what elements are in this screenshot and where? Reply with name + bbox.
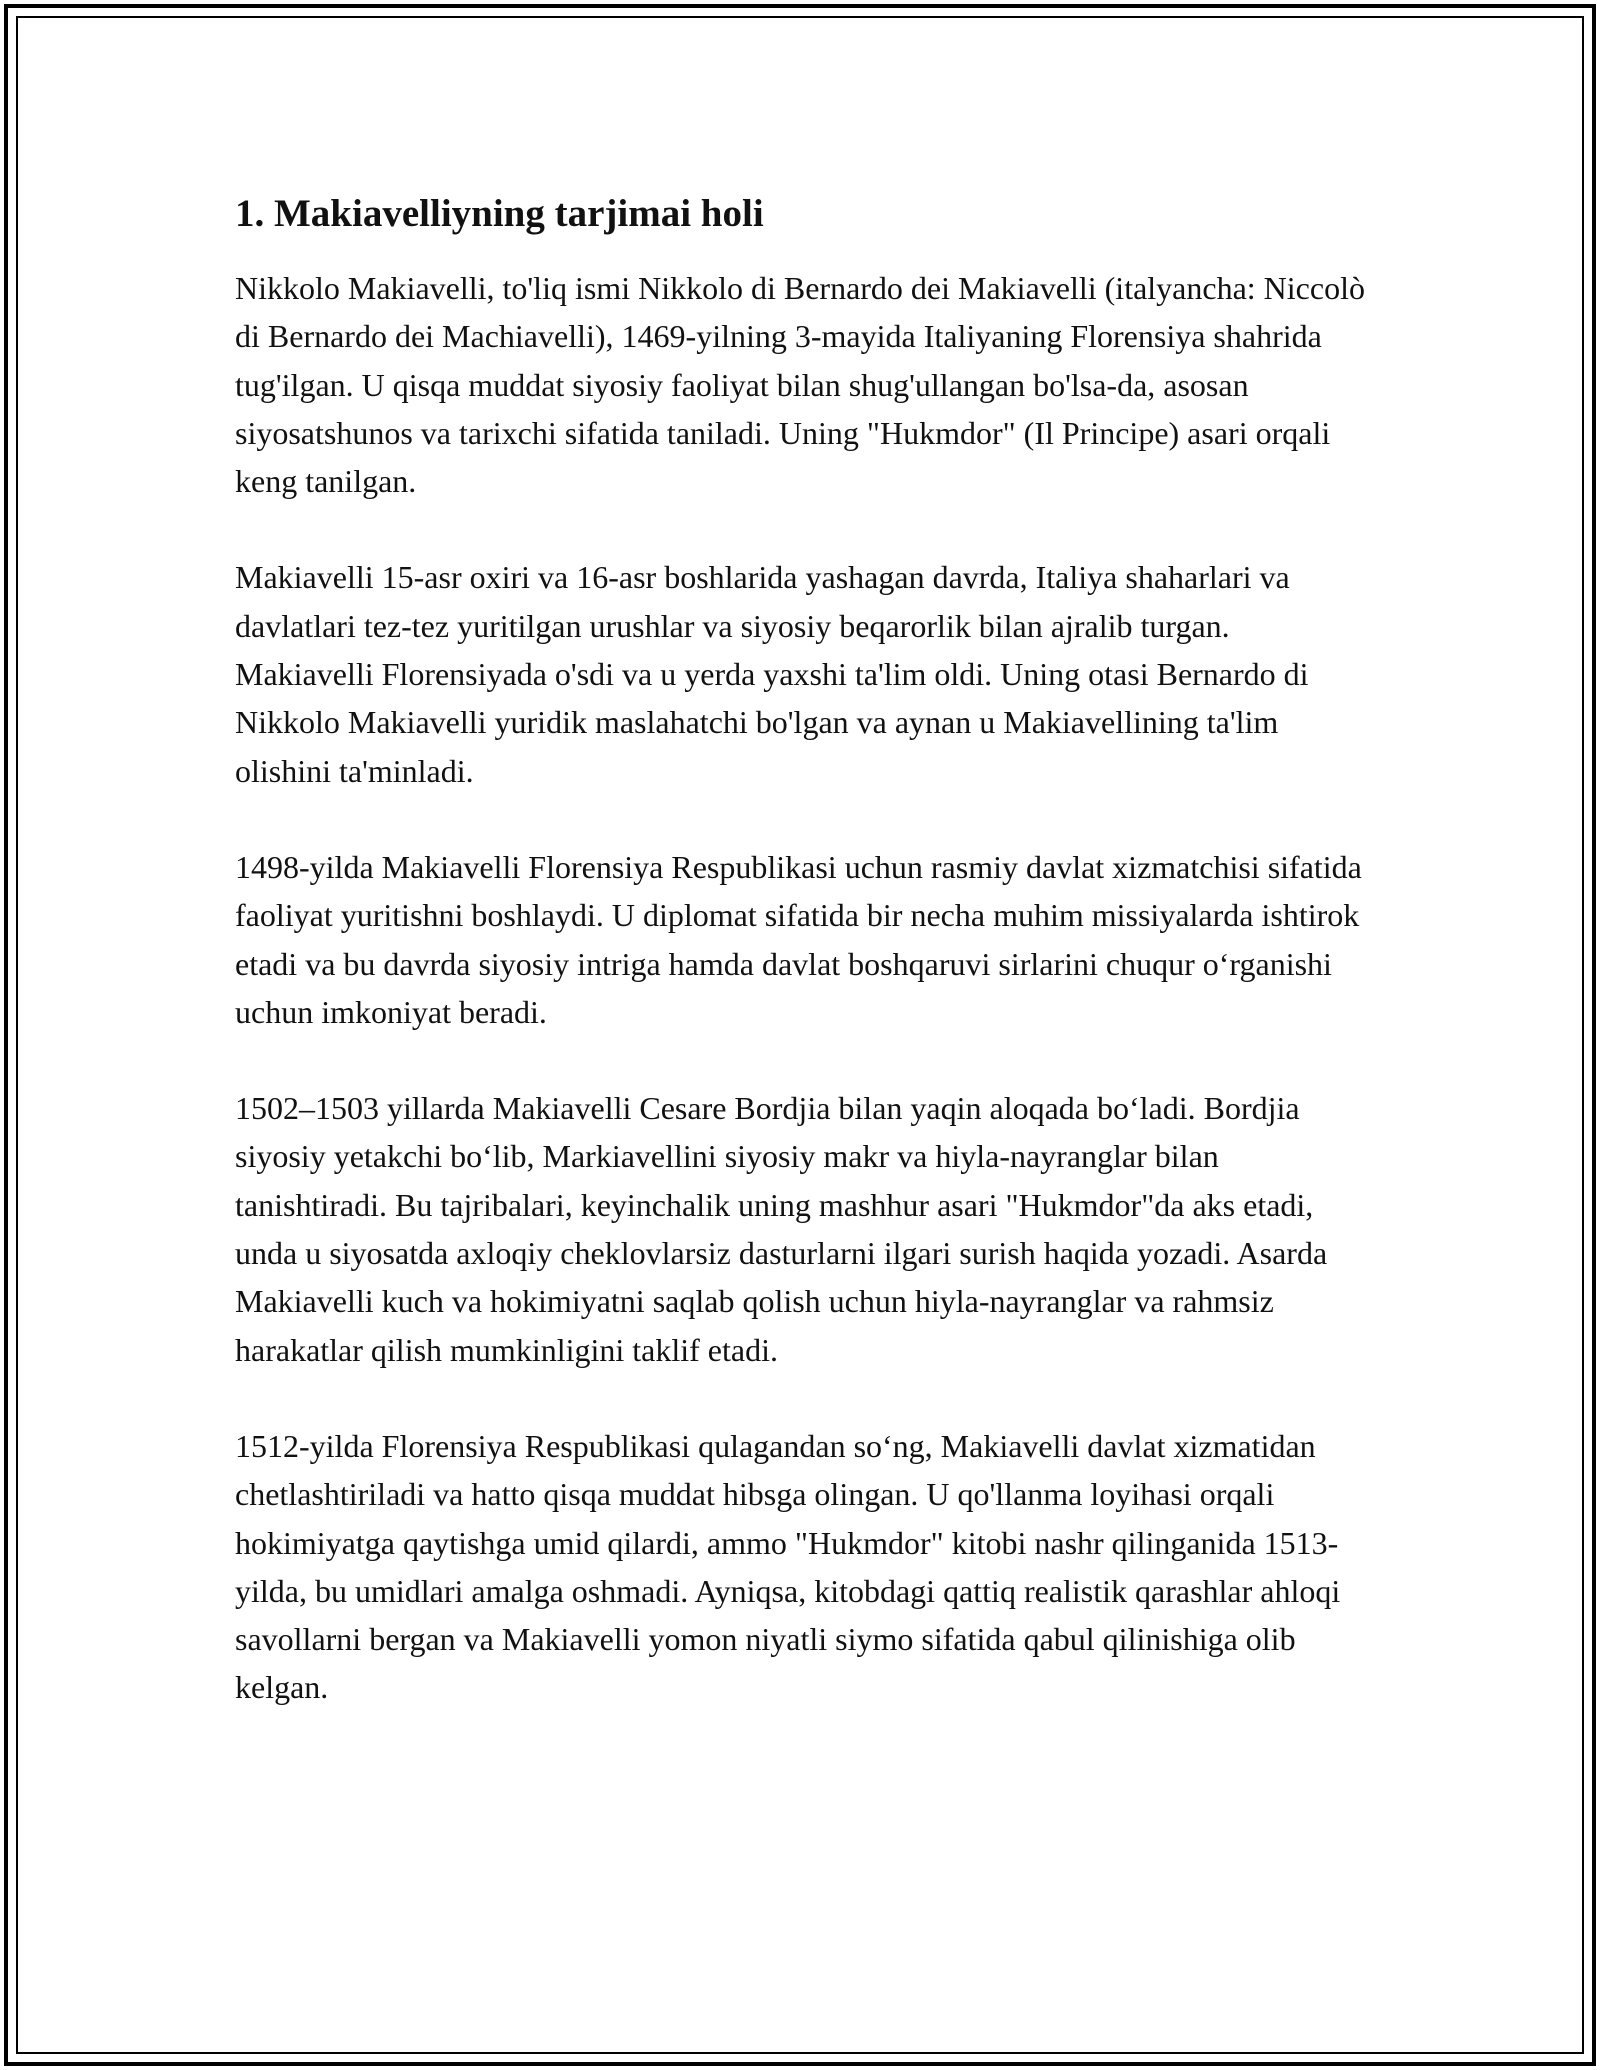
document-body bbox=[235, 188, 1365, 1712]
section-heading: 1. Makiavelliyning tarjimai holi bbox=[235, 192, 764, 235]
paragraph-3: 1498-yilda Makiavelli Florensiya Respublikasi uchun rasmiy davlat xizmatchisi sifatida faoliyat yuritishni boshlaydi. U diplomat sifatida bir necha muhim missiyalarda ishtirok etadi va bu davrda siyosiy intriga hamda davlat boshqaruvi sirlarini chuqur o‘rganishi uchun imkoniyat beradi. bbox=[235, 848, 1362, 1030]
paragraph-2: Makiavelli 15-asr oxiri va 16-asr boshlarida yashagan davrda, Italiya shaharlari va davlatlari tez-tez yuritilgan urushlar va siyosiy beqarorlik bilan ajralib turgan. Makiavelli Florensiyada o'sdi va u yerda yaxshi ta'lim oldi. Uning otasi Bernardo di Nikkolo Makiavelli yuridik maslahatchi bo'lgan va aynan u Makiavellining ta'lim olishini ta'minladi. bbox=[235, 559, 1309, 789]
paragraph-1: Nikkolo Makiavelli, to'liq ismi Nikkolo di Bernardo dei Makiavelli (italyancha: Niccolò di Bernardo dei Machiavelli), 1469-yilning 3-mayida Italiyaning Florensiya shahrida tug'ilgan. U qisqa muddat siyosiy faoliyat bilan shug'ullangan bo'lsa-da, asosan siyosatshunos va tarixchi sifatida taniladi. Uning "Hukmdor" (Il Principe) asari orqali keng tanilgan. bbox=[235, 270, 1365, 500]
paragraph-5: 1512-yilda Florensiya Respublikasi qulagandan so‘ng, Makiavelli davlat xizmatidan chetlashtiriladi va hatto qisqa muddat hibsga olingan. U qo'llanma loyihasi orqali hokimiyatga qaytishga umid qilardi, ammo "Hukmdor" kitobi nashr qilinganida 1513-yilda, bu umidlari amalga oshmadi. Ayniqsa, kitobdagi qattiq realistik qarashlar ahloqi savollarni bergan va Makiavelli yomon niyatli siymo sifatida qabul qilinishiga olib kelgan. bbox=[235, 1427, 1341, 1706]
paragraph-4: 1502–1503 yillarda Makiavelli Cesare Bordjia bilan yaqin aloqada bo‘ladi. Bordjia siyosiy yetakchi bo‘lib, Markiavellini siyosiy makr va hiyla-nayranglar bilan tanishtiradi. Bu tajribalari, keyinchalik uning mashhur asari "Hukmdor"da aks etadi, unda u siyosatda axloqiy cheklovlarsiz dasturlarni ilgari surish haqida yozadi. Asarda Makiavelli kuch va hokimiyatni saqlab qolish uchun hiyla-nayranglar va rahmsiz harakatlar qilish mumkinligini taklif etadi. bbox=[235, 1090, 1328, 1368]
